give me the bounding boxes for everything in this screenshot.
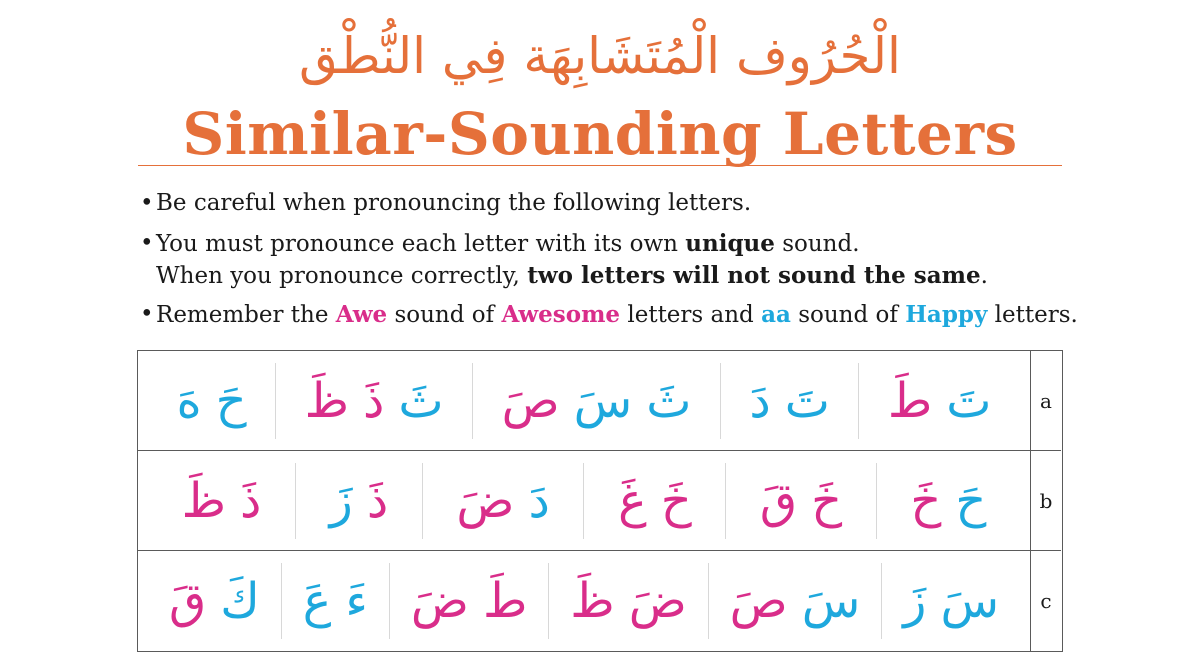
instruction-careful: • Be careful when pronouncing the following letters.: [140, 188, 1080, 219]
row-label: c: [1030, 551, 1061, 651]
arabic-letter: قَ: [759, 472, 798, 529]
arabic-letter: زَ: [329, 472, 353, 529]
arabic-letter: تَ: [946, 372, 992, 429]
title-divider: [138, 165, 1062, 166]
letter-group: [422, 463, 584, 539]
instruction-awe-aa: • Remember the Awe sound of Awesome letters and aa sound of Happy letters.: [140, 299, 1080, 331]
letter-group: [583, 463, 725, 539]
page-title: Similar-Sounding Letters: [182, 100, 1018, 168]
keyword-awesome: Awesome: [501, 301, 621, 328]
arabic-letter: سَ: [940, 573, 1000, 629]
keyword-aa: aa: [761, 301, 791, 328]
arabic-letter: خَ: [811, 472, 843, 529]
arabic-letter: زَ: [903, 573, 927, 629]
letter-group: [472, 363, 720, 439]
arabic-letter: هَ: [176, 372, 202, 429]
emphasis-unique: unique: [685, 230, 775, 257]
arabic-letter: ظَ: [570, 573, 615, 629]
arabic-letter: ظَ: [304, 372, 350, 429]
letters-table: [137, 350, 1063, 652]
arabic-letter: خَ: [660, 472, 692, 529]
arabic-letter: ضَ: [456, 472, 515, 529]
arabic-letter: صَ: [729, 573, 788, 629]
arabic-letter: حَ: [955, 472, 987, 529]
arabic-letter: ضَ: [628, 573, 687, 629]
letter-group: [708, 563, 882, 639]
arabic-letter: خَ: [910, 472, 942, 529]
row-label: a: [1030, 351, 1061, 450]
arabic-letter: سَ: [801, 573, 861, 629]
letter-pairs: [138, 451, 1030, 550]
letter-group: [876, 463, 1020, 539]
table-row-a: [138, 351, 1061, 451]
letter-group: [148, 463, 295, 539]
arabic-letter: دَ: [749, 372, 771, 429]
arabic-letter: غَ: [618, 472, 647, 529]
arabic-letter: سَ: [573, 372, 633, 429]
instructions-list: [140, 188, 1080, 340]
emphasis-not-same: two letters will not sound the same: [527, 262, 981, 289]
table-row-b: [138, 451, 1061, 551]
letter-group: [725, 463, 875, 539]
letter-group: [148, 563, 281, 639]
arabic-letter: قَ: [168, 573, 207, 629]
letter-pairs: [138, 551, 1030, 651]
letter-group: [295, 463, 422, 539]
arabic-letter: ضَ: [410, 573, 469, 629]
arabic-letter: عَ: [302, 573, 332, 629]
arabic-letter: ثَ: [398, 372, 444, 429]
keyword-happy: Happy: [905, 301, 988, 328]
letter-group: [720, 363, 859, 439]
table-row-c: [138, 551, 1061, 651]
arabic-letter: ذَ: [363, 372, 385, 429]
arabic-title: الْحُرُوف الْمُتَشَابِهَة فِي النُّطْق: [299, 27, 901, 85]
arabic-letter: ثَ: [646, 372, 692, 429]
letter-group: [275, 363, 472, 439]
arabic-letter: ذَ: [366, 472, 389, 529]
letter-group: [281, 563, 389, 639]
keyword-awe: Awe: [335, 301, 388, 328]
row-label: b: [1030, 451, 1061, 550]
letter-pairs: [138, 351, 1030, 450]
arabic-letter: ءَ: [345, 573, 368, 629]
instruction-unique-sound: • You must pronounce each letter with its own unique sound. When you pronounce correctly, two letters will not sound the same.: [140, 228, 1080, 292]
letter-group: [148, 363, 275, 439]
arabic-letter: طَ: [482, 573, 528, 629]
arabic-letter: تَ: [784, 372, 830, 429]
letter-group: [389, 563, 548, 639]
arabic-letter: حَ: [215, 372, 247, 429]
arabic-letter: ظَ: [181, 472, 227, 529]
arabic-letter: ذَ: [240, 472, 262, 529]
letter-group: [881, 563, 1020, 639]
letter-group: [548, 563, 707, 639]
arabic-letter: كَ: [220, 573, 260, 629]
arabic-letter: صَ: [501, 372, 560, 429]
arabic-letter: طَ: [887, 372, 933, 429]
arabic-letter: دَ: [528, 472, 550, 529]
letter-group: [858, 363, 1020, 439]
